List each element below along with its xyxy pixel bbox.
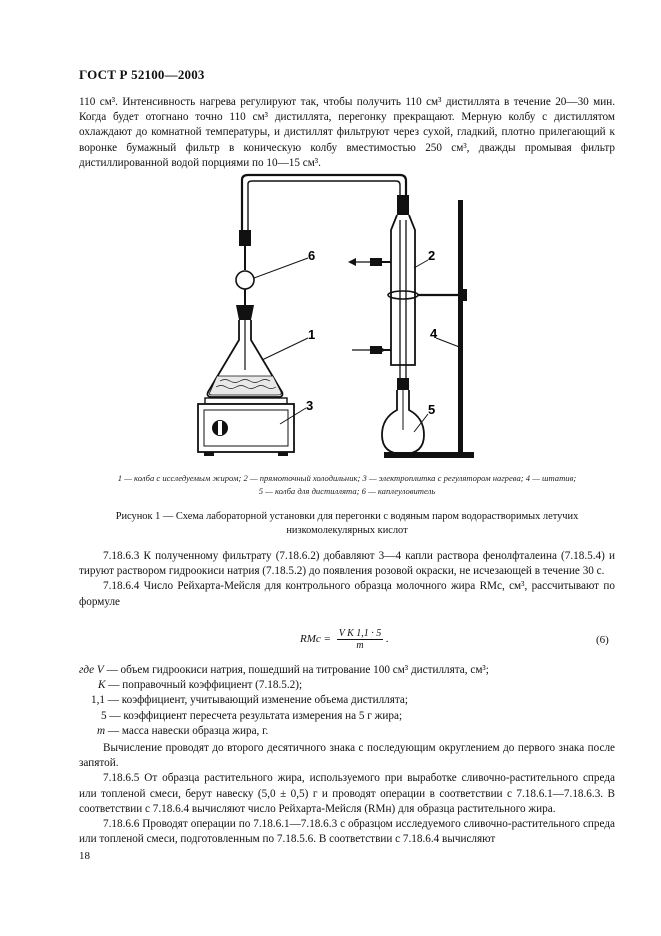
definition-row: K — поправочный коэффициент (7.18.5.2); [98,679,303,692]
top-paragraph-block [79,95,615,171]
definition-row: m — масса навески образца жира, г. [97,724,269,737]
stand-base [384,452,474,458]
definition-row: 5 — коэффициент пересчета результата измерения на 5 г жира; [101,709,403,722]
page-number: 18 [79,850,90,862]
formula-numerator: V K 1,1 · 5 [338,628,382,639]
figure-label-3: 3 [306,398,314,413]
drop-catcher [236,271,254,289]
figure-label-2: 2 [428,248,436,263]
paragraph-7-18-6-5: 7.18.6.5 От образца растительного жира, используемого при выработке сливочно-растительного спреда или топленой смеси, берут навеску (5,0 ± 0,5) г и проводят операции в соответствии с 7.18.6.1—7.18.6.3. В соответствии с 7.18.6.4 вычисляют число Рейхарта-Мейсля (RMн) для образца растительного жира. [79,772,615,815]
paragraph-7-18-6-3: 7.18.6.3 К полученному фильтрату (7.18.6.2) добавляют 3—4 капли раствора фенолфталеина (7.18.5.4) и тируют раствором гидроокиси натрия (7.18.5.2) до появления розовой окраски, не исчезающей в течение 30 с. [79,550,615,578]
formula-lhs: RMc = [300,633,331,646]
document-header: ГОСТ Р 52100—2003 [79,67,205,82]
body-paragraphs [79,549,615,610]
figure-legend-line-2: 5 — колба для дистиллята; 6 — каплеуловитель [258,486,436,496]
figure-legend-line-1: 1 — колба с исследуемым жиром; 2 — прямоточный холодильник; 3 — электроплитка с регулятором нагрева; 4 — штатив; [117,473,577,483]
formula-tail: . [386,633,389,646]
water-out-arrow [348,258,356,266]
figure-label-4: 4 [430,326,438,341]
condenser [391,215,415,365]
stand-rod [458,200,463,452]
paragraph-7-18-6-4: 7.18.6.4 Число Рейхарта-Мейсля для контрольного образца молочного жира RMc, см³, рассчитывают по формуле [79,580,615,608]
rubber-joint-left [239,230,251,246]
formula-fraction [337,628,384,651]
steam-tube-inner [248,181,400,235]
apparatus-figure [170,170,490,470]
steam-tube [242,175,406,235]
definition-row: 1,1 — коэффициент, учитывающий изменение объема дистиллята; [91,694,408,707]
figure-label-6: 6 [308,248,316,263]
formula-denominator: m [356,640,364,651]
equation-number: (6) [596,634,609,646]
formula-definitions [79,663,615,739]
figure-caption: Рисунок 1 — Схема лабораторной установки для перегонки с водяным паром водорастворимых летучих низкомолекулярных кислот [115,511,579,536]
closing-paragraphs [79,741,615,847]
paragraph-7-18-6-6: 7.18.6.6 Проводят операции по 7.18.6.1—7.18.6.3 с образцом исследуемого сливочно-растительного спреда или топленой смеси, подготовленным по 7.18.5.6. В соответствии с 7.18.6.4 вычисляют [79,818,615,846]
top-paragraph: 110 см³. Интенсивность нагрева регулируют так, чтобы получить 110 см³ дистиллята в течение 20—30 мин. Когда будет отогнано точно 110 см³ дистиллята, перегонку прекращают. Мерную колбу с дистиллятом охлаждают до комнатной температуры, и дистиллят фильтруют через сухой, гладкий, плотно прилегающий к воронке бумажный фильтр в коническую колбу вместимостью 250 см³, дважды промывая фильтр дистиллированной водой порциями по 10—15 см³. [79,96,615,169]
paragraph-rounding: Вычисление проводят до второго десятичного знака с последующим округлением до первого знака после запятой. [79,742,615,770]
figure-legend [79,472,615,498]
formula-6 [300,628,389,651]
stopper [236,305,254,320]
rubber-joint-right [397,195,409,215]
figure-label-1: 1 [308,327,316,342]
figure-label-5: 5 [428,402,436,417]
definition-row: где V — объем гидроокиси натрия, пошедший на титрование 100 см³ дистиллята, см³; [79,664,489,676]
